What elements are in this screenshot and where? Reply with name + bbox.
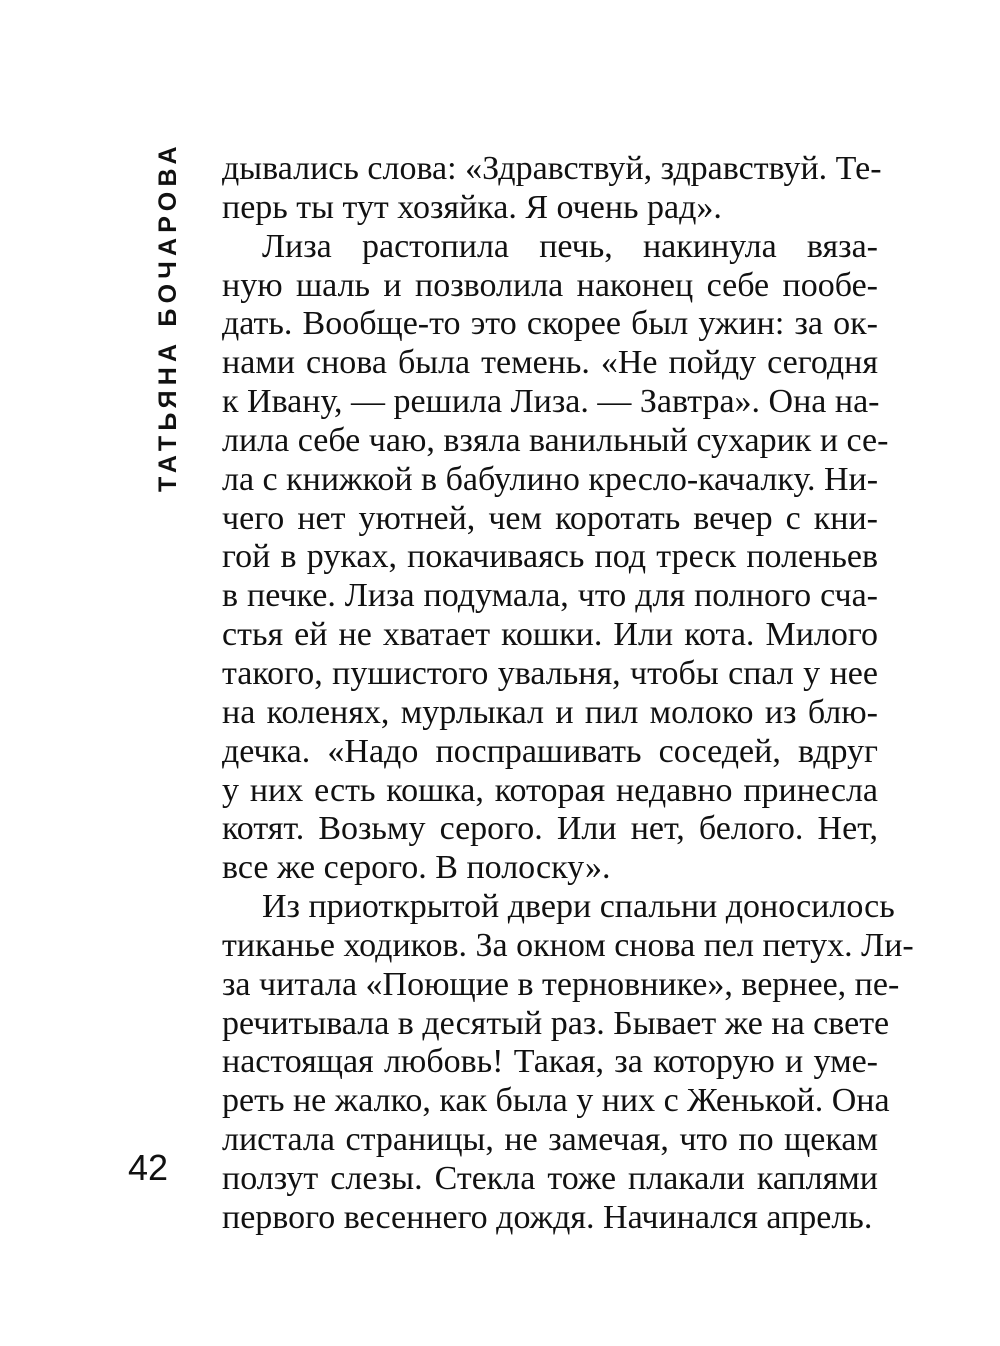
text-line: к Ивану, — решила Лиза. — Завтра». Она на-: [222, 383, 880, 421]
text-line: все же серого. В полоску».: [222, 849, 611, 887]
text-line: дечка. «Надо поспрашивать соседей, вдруг: [222, 732, 878, 770]
text-line: в печке. Лиза подумала, что для полного сча-: [222, 577, 878, 615]
text-line: на коленях, мурлыкал и пил молоко из блю-: [222, 693, 878, 731]
page-number: 42: [128, 1147, 169, 1188]
text-line: реть не жалко, как была у них с Женькой. Она: [222, 1082, 890, 1120]
text-line: Из приоткрытой двери спальни доносилось: [262, 888, 895, 926]
text-line: ла с книжкой в бабулино кресло-качалку. Ни-: [222, 460, 879, 498]
text-line: дывались слова: «Здравствуй, здравствуй. Те-: [222, 150, 882, 187]
text-line: ную шаль и позволила наконец себе пообе-: [222, 266, 878, 304]
text-line: первого весеннего дождя. Начинался апрель.: [222, 1198, 873, 1236]
text-line: ползут слезы. Стекла тоже плакали каплями: [222, 1159, 878, 1197]
text-line: чего нет уютней, чем коротать вечер с кни-: [222, 499, 878, 537]
text-line: тиканье ходиков. За окном снова пел петух. Ли-: [222, 926, 914, 964]
text-line: такого, пушистого увальня, чтобы спал у нее: [222, 654, 878, 692]
text-line: котят. Возьму серого. Или нет, белого. Нет,: [222, 810, 878, 848]
text-line: речитывала в десятый раз. Бывает же на свете: [222, 1004, 890, 1042]
text-line: гой в руках, покачиваясь под треск поленьев: [222, 538, 878, 576]
text-line: лила себе чаю, взяла ванильный сухарик и се-: [222, 421, 889, 459]
body-text: [222, 150, 914, 1238]
running-head-author: ТАТЬЯНА БОЧАРОВА: [154, 141, 182, 492]
text-line: у них есть кошка, которая недавно принесла: [222, 771, 878, 809]
text-line: за читала «Поющие в терновнике», вернее, пе-: [222, 965, 900, 1003]
text-line: стья ей не хватает кошки. Или кота. Милого: [222, 616, 878, 654]
text-line: Лиза растопила печь, накинула вяза-: [262, 227, 878, 265]
text-line: дать. Вообще-то это скорее был ужин: за ок-: [222, 305, 878, 343]
text-line: перь ты тут хозяйка. Я очень рад».: [222, 188, 722, 226]
text-line: листала страницы, не замечая, что по щекам: [222, 1121, 878, 1159]
text-line: нами снова была темень. «Не пойду сегодня: [222, 344, 878, 382]
text-line: настоящая любовь! Такая, за которую и уме-: [222, 1043, 878, 1081]
